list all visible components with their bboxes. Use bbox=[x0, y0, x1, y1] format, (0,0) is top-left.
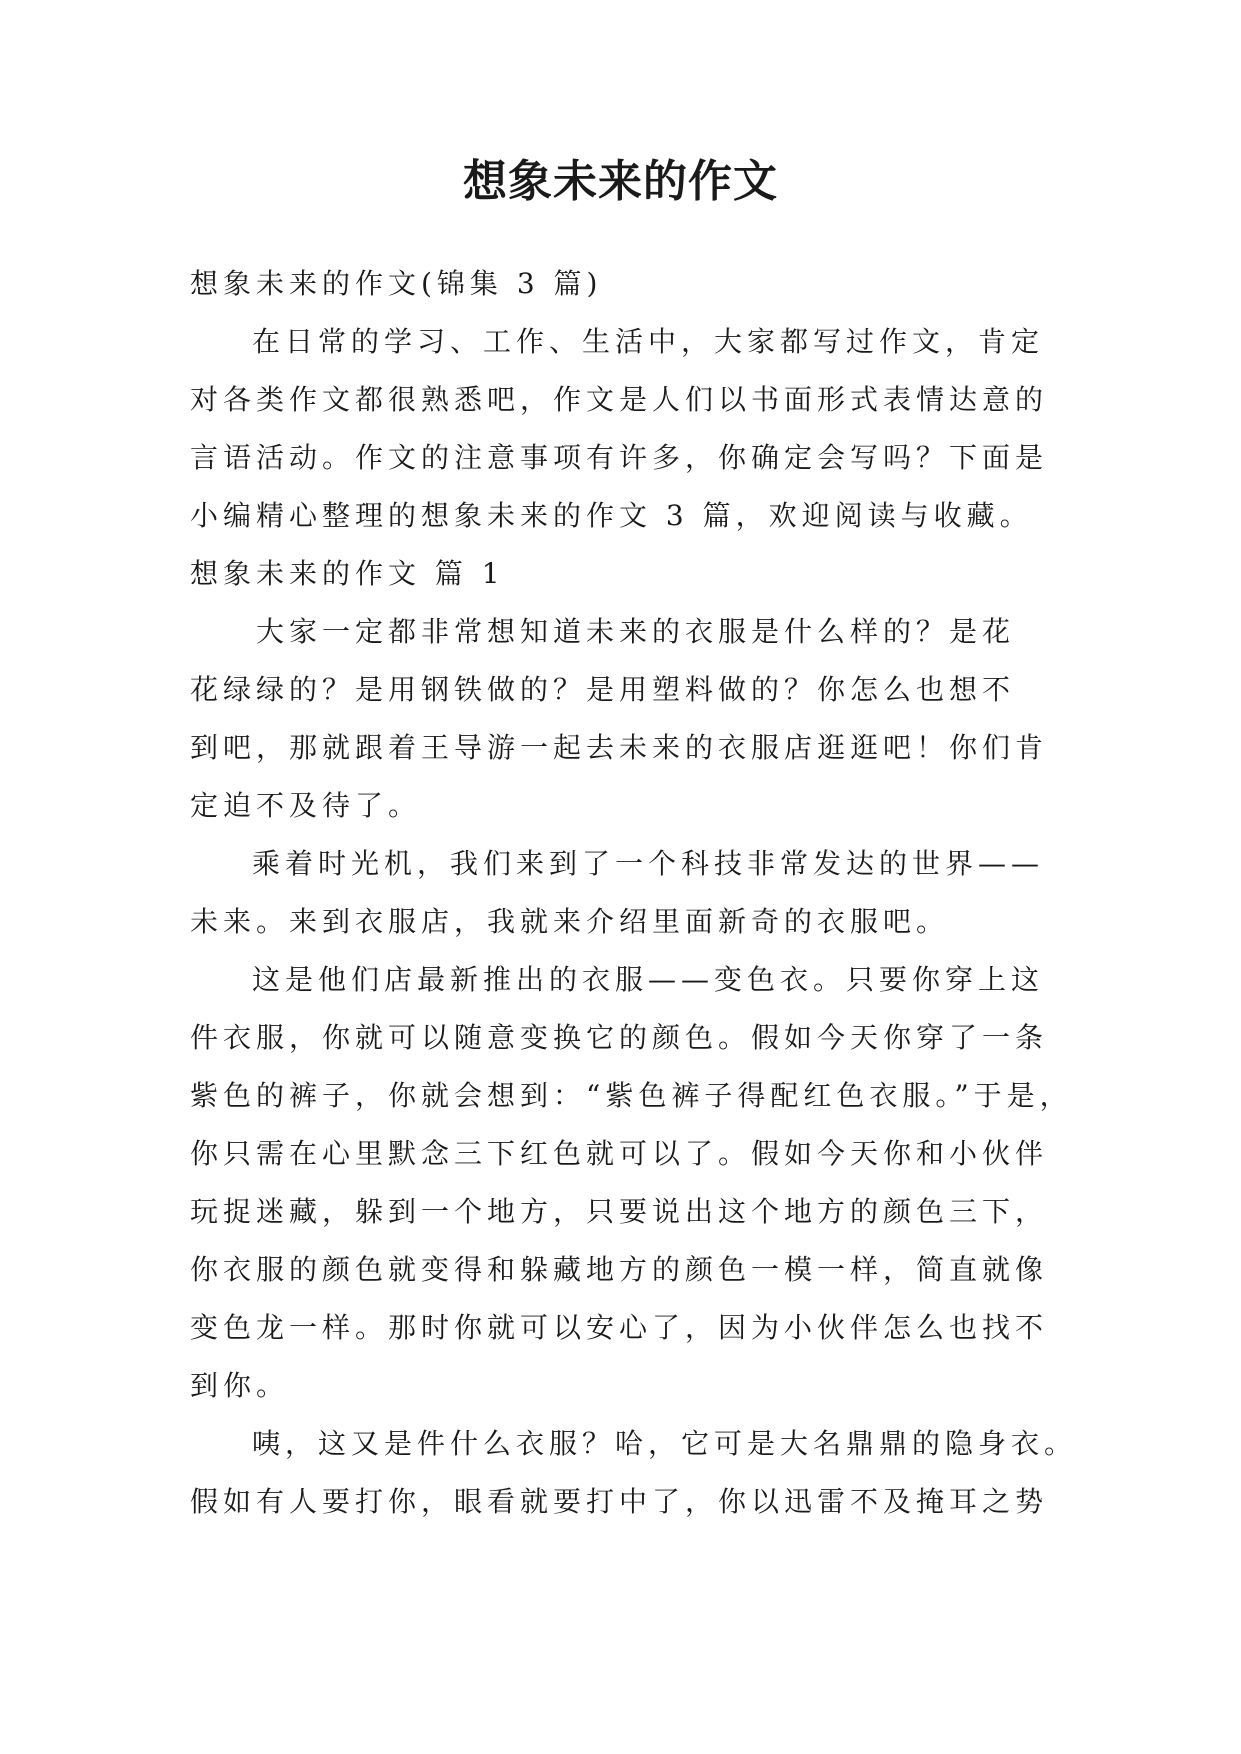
paragraph-line: 乘着时光机，我们来到了一个科技非常发达的世界—— bbox=[252, 847, 1045, 880]
subtitle-line: 想象未来的作文(锦集 3 篇) bbox=[190, 267, 603, 300]
paragraph-line: 件衣服，你就可以随意变换它的颜色。假如今天你穿了一条 bbox=[190, 1021, 1049, 1054]
paragraph-line: 紫色的裤子，你就会想到：“紫色裤子得配红色衣服。”于是， bbox=[190, 1079, 1073, 1112]
paragraph-line: 在日常的学习、工作、生活中，大家都写过作文，肯定 bbox=[252, 325, 1045, 358]
paragraph-line: 定迫不及待了。 bbox=[190, 789, 422, 822]
paragraph-line: 假如有人要打你，眼看就要打中了，你以迅雷不及掩耳之势 bbox=[190, 1485, 1049, 1518]
section-heading: 想象未来的作文 篇 1 bbox=[190, 557, 505, 590]
paragraph-line: 到你。 bbox=[190, 1369, 290, 1402]
paragraph-line: 玩捉迷藏，躲到一个地方，只要说出这个地方的颜色三下， bbox=[190, 1195, 1049, 1228]
paragraph-line: 未来。来到衣服店，我就来介绍里面新奇的衣服吧。 bbox=[190, 905, 950, 938]
document-title: 想象未来的作文 bbox=[463, 156, 778, 207]
paragraph-line: 你只需在心里默念三下红色就可以了。假如今天你和小伙伴 bbox=[190, 1137, 1049, 1170]
paragraph-line: 咦，这又是件什么衣服？哈，它可是大名鼎鼎的隐身衣。 bbox=[252, 1427, 1078, 1460]
paragraph-line: 小编精心整理的想象未来的作文 3 篇，欢迎阅读与收藏。 bbox=[190, 499, 1033, 532]
paragraph-line: 花绿绿的？是用钢铁做的？是用塑料做的？你怎么也想不 bbox=[190, 673, 1016, 706]
paragraph-line: 变色龙一样。那时你就可以安心了，因为小伙伴怎么也找不 bbox=[190, 1311, 1049, 1344]
paragraph-line: 大家一定都非常想知道未来的衣服是什么样的？是花 bbox=[256, 615, 1016, 648]
paragraph-line: 对各类作文都很熟悉吧，作文是人们以书面形式表情达意的 bbox=[190, 383, 1049, 416]
paragraph-line: 你衣服的颜色就变得和躲藏地方的颜色一模一样，简直就像 bbox=[190, 1253, 1049, 1286]
paragraph-line: 言语活动。作文的注意事项有许多，你确定会写吗？下面是 bbox=[190, 441, 1049, 474]
paragraph-line: 这是他们店最新推出的衣服——变色衣。只要你穿上这 bbox=[252, 963, 1045, 996]
paragraph-line: 到吧，那就跟着王导游一起去未来的衣服店逛逛吧！你们肯 bbox=[190, 731, 1049, 764]
